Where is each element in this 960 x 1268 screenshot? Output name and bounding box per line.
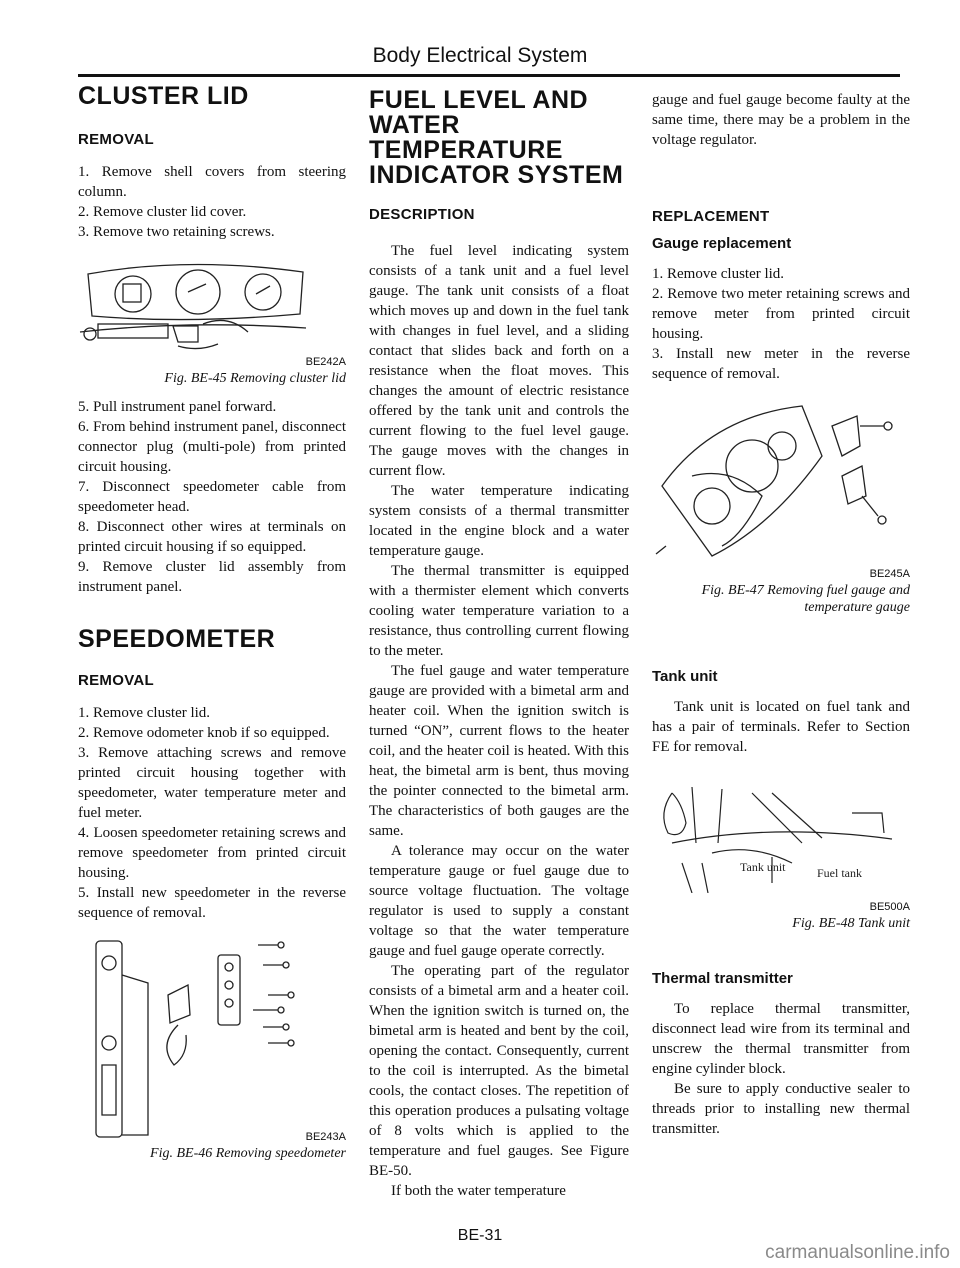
spacer: [652, 150, 910, 190]
step: 1. Remove cluster lid.: [78, 705, 211, 721]
fuel-gauge-illustration: [652, 396, 902, 566]
paragraph: Be sure to apply conductive sealer to threads prior to installing new thermal transmitter.: [652, 1081, 910, 1137]
replacement-heading: REPLACEMENT: [652, 208, 770, 225]
speedometer-illustration: [78, 935, 318, 1145]
step: 7. Disconnect speedometer cable from speedometer head.: [78, 479, 346, 515]
cluster-steps-continued: [78, 397, 346, 597]
step: 8. Disconnect other wires at terminals on printed circuit housing if so equipped.: [78, 519, 346, 555]
page-header: Body Electrical System: [372, 44, 588, 67]
paragraph: The water temperature indicating system consists of a thermal transmitter located in the engine block and a water temperature gauge.: [369, 483, 629, 559]
column-right: [652, 84, 910, 1139]
figure-be45: [78, 254, 346, 387]
speedometer-removal-heading: REMOVAL: [78, 672, 154, 689]
speedometer-steps: [78, 703, 346, 923]
speedometer-heading: SPEEDOMETER: [78, 625, 276, 653]
step: 5. Pull instrument panel forward.: [78, 399, 277, 415]
figure-caption: Fig. BE-48 Tank unit: [792, 916, 910, 931]
step: 6. From behind instrument panel, disconnect connector plug (multi-pole) from printed circuit housing.: [78, 419, 346, 475]
description-heading: DESCRIPTION: [369, 206, 475, 223]
step: 2. Remove two meter retaining screws and remove meter from printed circuit housing.: [652, 286, 910, 342]
cluster-lid-heading: CLUSTER LID: [78, 82, 249, 110]
tank-unit-heading: Tank unit: [652, 668, 718, 685]
figure-caption: Fig. BE-45 Removing cluster lid: [164, 371, 346, 386]
tank-unit-illustration: [652, 783, 902, 893]
figure-code: BE500A: [869, 901, 910, 913]
figure-code: BE243A: [305, 1131, 346, 1143]
paragraph: If both the water temperature: [391, 1183, 566, 1199]
step: 2. Remove cluster lid cover.: [78, 204, 247, 220]
cluster-removal-heading: REMOVAL: [78, 131, 154, 148]
step: 3. Install new meter in the reverse sequence of removal.: [652, 346, 910, 382]
column-left: [78, 84, 346, 1166]
column-middle: [369, 84, 629, 1201]
paragraph: To replace thermal transmitter, disconnect lead wire from its terminal and unscrew the thermal transmitter from engine cylinder block.: [652, 1001, 910, 1077]
step: 1. Remove shell covers from steering column.: [78, 164, 346, 200]
step: 9. Remove cluster lid assembly from instrument panel.: [78, 559, 346, 595]
paragraph: A tolerance may occur on the water temperature gauge or fuel gauge due to source voltage fluctuation. The voltage regulator is used to supply a constant voltage so that the water temperature gauge and fuel gauge operate correctly.: [369, 843, 629, 959]
paragraph: The thermal transmitter is equipped with a thermister element which converts cooling water temperature variation to a resistance, thus controlling current flowing to the meter.: [369, 563, 629, 659]
fuel-tank-label: Fuel tank: [817, 866, 862, 880]
paragraph: The fuel level indicating system consists of a tank unit and a fuel level gauge. The tank unit consists of a float which moves up and down in the fuel tank with changes in fuel level, and a sliding contact that slides back and forth on a resistance when the float moves. This changes the amount of electric resistance offered by the tank unit and controls the current flowing to the fuel level gauge. The gauge moves with the changes in current flow.: [369, 243, 629, 479]
watermark: carmanualsonline.info: [765, 1242, 950, 1263]
paragraph: Tank unit is located on fuel tank and has a pair of terminals. Refer to Section FE for removal.: [652, 699, 910, 755]
step: 3. Remove two retaining screws.: [78, 224, 275, 240]
figure-be47: [652, 396, 910, 616]
figure-caption: Fig. BE-47 Removing fuel gauge and temperature gauge: [701, 583, 910, 615]
gauge-replacement-heading: Gauge replacement: [652, 235, 792, 252]
step: 4. Loosen speedometer retaining screws and remove speedometer from printed circuit housing.: [78, 825, 346, 881]
gauge-steps: [652, 264, 910, 384]
step: 2. Remove odometer knob if so equipped.: [78, 725, 330, 741]
step: 1. Remove cluster lid.: [652, 266, 785, 282]
paragraph: The operating part of the regulator consists of a bimetal arm and a heater coil. When the ignition switch is turned on, the bimetal arm is heated and bent by the coil, opening the contact. Consequently, current to the coil is interrupted. As the bimetal cools, the contact closes. The repetition of this operation produces a pulsating voltage of 8 volts which is applied to the temperature and fuel gauges. See Figure BE-50.: [369, 963, 629, 1179]
figure-code: BE242A: [305, 356, 346, 368]
cluster-lid-illustration: [78, 254, 308, 354]
figure-caption: Fig. BE-46 Removing speedometer: [150, 1146, 346, 1161]
header-rule: [78, 74, 900, 77]
continuation-paragraph: gauge and fuel gauge become faulty at the same time, there may be a problem in the voltage regulator.: [652, 92, 910, 148]
page-number: BE-31: [457, 1227, 503, 1244]
tank-unit-label: Tank unit: [740, 860, 786, 874]
figure-be46: [78, 935, 346, 1162]
cluster-steps: [78, 162, 346, 242]
figure-code: BE245A: [869, 568, 910, 580]
paragraph: The fuel gauge and water temperature gauge are provided with a bimetal arm and heater coil. When the ignition switch is turned “ON”, current flows to the heater coil, and the heater coil is heated. With this heat, the bimetal arm is bent, thus moving the pointer connected to the bimetal arm. The characteristics of both gauges are the same.: [369, 663, 629, 839]
step: 3. Remove attaching screws and remove printed circuit housing together with speedometer, water temperature meter and fuel meter.: [78, 745, 346, 821]
figure-be48: [652, 783, 910, 932]
step: 5. Install new speedometer in the reverse sequence of removal.: [78, 885, 346, 921]
fuel-level-heading: FUEL LEVEL AND WATER TEMPERATURE INDICATOR SYSTEM: [369, 86, 624, 189]
thermal-transmitter-heading: Thermal transmitter: [652, 970, 793, 987]
